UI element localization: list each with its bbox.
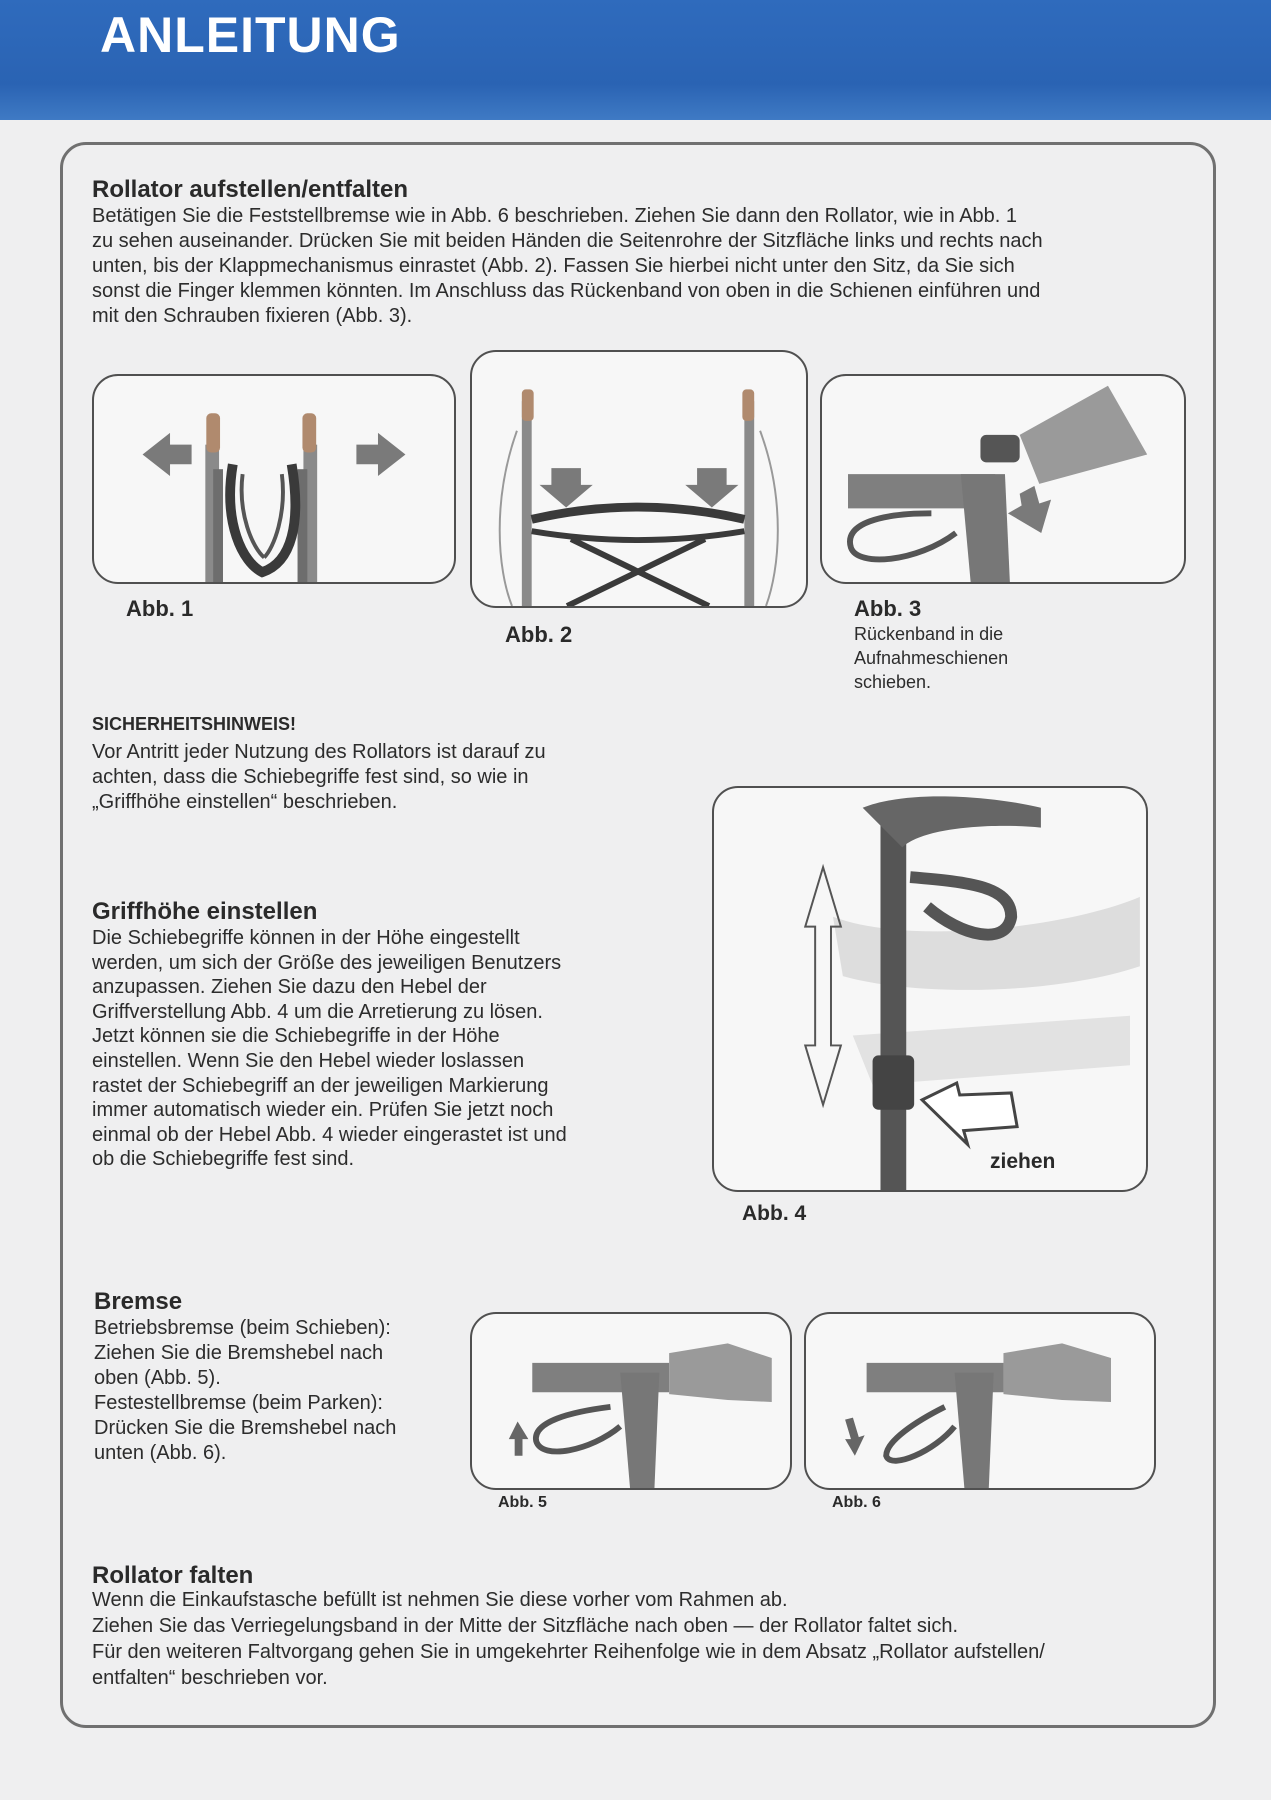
safety-text: Vor Antritt jeder Nutzung des Rollators ist darauf zu achten, dass die Schiebegriffe fest sind, so wie in „Griffhöhe einstellen“ beschrieben. [92,741,546,813]
brake-up-illustration [472,1314,790,1488]
backrest-insert-illustration [822,376,1184,582]
fold-line-3: Für den weiteren Faltvorgang gehen Sie in umgekehrter Reihenfolge wie in dem Absatz „Rollator aufstellen/ [92,1641,1045,1663]
unfold-rollator-illustration [94,376,454,582]
figure-1-illustration [92,374,456,584]
brake-heading: Bremse [94,1288,183,1315]
unfold-line-4: sonst die Finger klemmen könnten. Im Anschluss das Rückenband von oben in die Schienen einführen und [92,280,1041,302]
fold-line-2: Ziehen Sie das Verriegelungsband in der Mitte der Sitzfläche nach oben — der Rollator faltet sich. [92,1615,959,1637]
figure-4-pull-label: ziehen [990,1150,1056,1173]
figure-2-illustration [470,350,808,608]
fold-line-4: entfalten“ beschrieben vor. [92,1667,328,1689]
brake-down-illustration [806,1314,1154,1488]
figure-3-caption: Rückenband in die Aufnahmeschienen schieben. [854,624,1009,692]
fold-line-1: Wenn die Einkaufstasche befüllt ist nehmen Sie diese vorher vom Rahmen ab. [92,1589,788,1611]
unfold-line-2: zu sehen auseinander. Drücken Sie mit beiden Händen die Seitenrohre der Sitzfläche links und rechts nach [92,230,1043,252]
figure-5-illustration [470,1312,792,1490]
grip-height-illustration [714,788,1146,1190]
figure-5-label: Abb. 5 [498,1494,547,1511]
figure-1-label: Abb. 1 [126,596,194,621]
fold-heading: Rollator falten [92,1562,254,1589]
safety-heading: SICHERHEITSHINWEIS! [92,714,297,734]
figure-6-illustration [804,1312,1156,1490]
figure-4-illustration [712,786,1148,1192]
unfold-heading: Rollator aufstellen/entfalten [92,176,409,203]
figure-3-label: Abb. 3 [854,596,922,621]
figure-4-label: Abb. 4 [742,1202,807,1225]
brake-text: Betriebsbremse (beim Schieben): Ziehen Sie die Bremshebel nach oben (Abb. 5). Festestellbremse (beim Parken): Drücken Sie die Bremshebel nach unten (Abb. 6). [94,1317,397,1464]
unfold-line-5: mit den Schrauben fixieren (Abb. 3). [92,305,413,327]
page-header [0,0,1271,120]
unfold-line-3: unten, bis der Klappmechanismus einrastet (Abb. 2). Fassen Sie hierbei nicht unter den Sitz, da Sie sich [92,255,1015,277]
grip-heading: Griffhöhe einstellen [92,898,318,925]
unfold-line-1: Betätigen Sie die Feststellbremse wie in Abb. 6 beschrieben. Ziehen Sie dann den Rollator, wie in Abb. 1 [92,205,1018,227]
grip-text: Die Schiebegriffe können in der Höhe eingestellt werden, um sich der Größe des jeweiligen Benutzers anzupassen. Ziehen Sie dazu den Hebel der Griffverstellung Abb. 4 um die Arretierung zu lösen. Jetzt können sie die Schiebegriffe in der Höhe einstellen. Wenn Sie den Hebel wieder loslassen rastet der Schiebegriff an der jeweiligen Markierung immer automatisch wieder ein. Prüfen Sie jetzt noch einmal ob der Hebel Abb. 4 wieder eingerastet ist und ob die Schiebegriffe fest sind. [92,927,567,1171]
seat-press-illustration [472,352,806,606]
page-title: ANLEITUNG [100,7,401,63]
figure-6-label: Abb. 6 [832,1494,881,1511]
figure-2-label: Abb. 2 [505,622,573,647]
figure-3-illustration [820,374,1186,584]
